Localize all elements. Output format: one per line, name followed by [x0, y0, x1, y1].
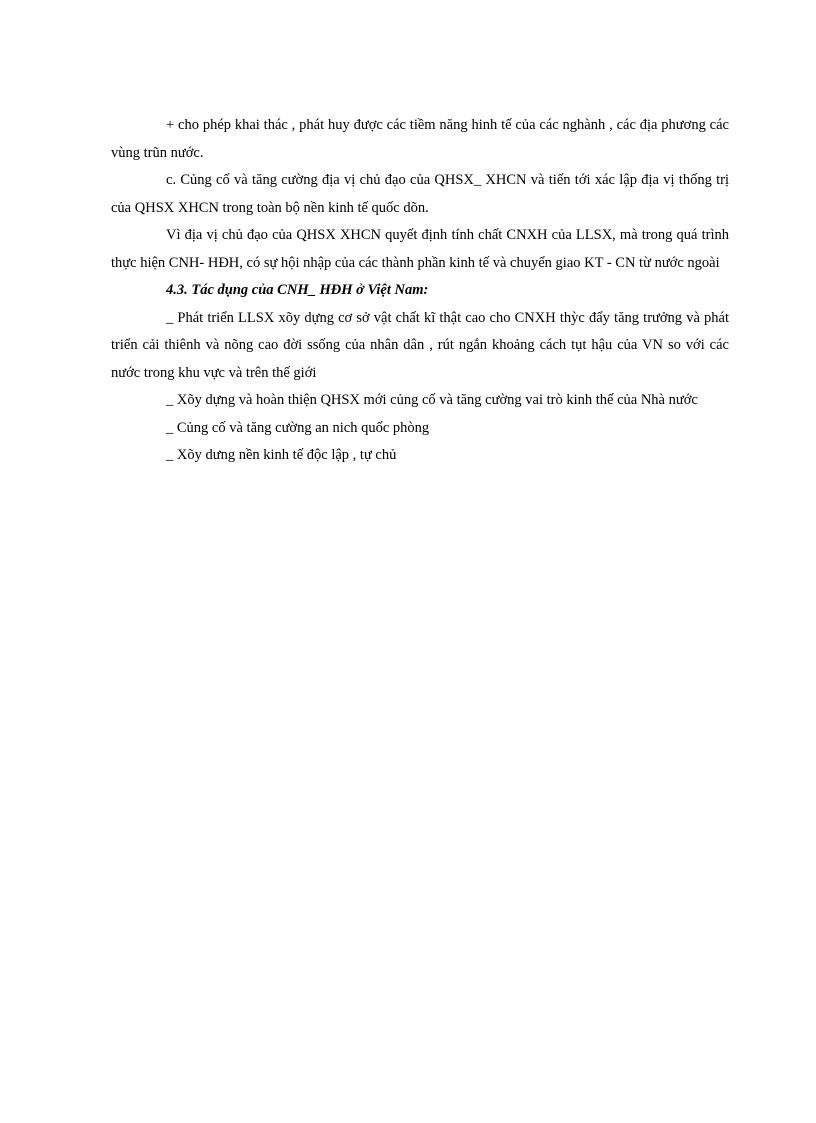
- paragraph-consolidate-role: c. Củng cố và tăng cường địa vị chủ đạo của QHSX_ XHCN và tiến tới xác lập địa vị thống trị của QHSX XHCN trong toàn bộ nền kinh tế quốc dõn.: [111, 172, 729, 216]
- list-item: _ Phát triển LLSX xõy dựng cơ sở vật chất kĩ thật cao cho CNXH thỳc đẩy tăng trưởng và phát triển cải thiênh và nõng cao đời ssống của nhân dân , rút ngắn khoảng cách tụt hậu của VN so với các nước trong khu vực và trên thế giới: [111, 309, 729, 381]
- section-heading: 4.3. Tác dụng của CNH_ HĐH ở Việt Nam:: [166, 282, 429, 298]
- paragraph-exploit-potential: + cho phép khai thác , phát huy được các tiềm năng hinh tế của các nghành , các địa phương các vùng trũn nước.: [111, 117, 729, 161]
- list-item: _ Củng cố và tăng cường an nich quốc phòng: [166, 419, 430, 436]
- document-body: [111, 112, 729, 470]
- list-item: _ Xõy dựng và hoàn thiện QHSX mới củng cố và tăng cường vai trò kinh thế của Nhà nước: [166, 392, 698, 408]
- list-item: _ Xõy dưng nền kinh tế độc lập , tự chủ: [166, 447, 397, 463]
- paragraph-reason: Vì địa vị chủ đạo của QHSX XHCN quyết định tính chất CNXH của LLSX, mà trong quá trình thực hiện CNH- HĐH, có sự hội nhập của các thành phần kinh tế và chuyển giao KT - CN từ nước ngoài: [111, 227, 729, 271]
